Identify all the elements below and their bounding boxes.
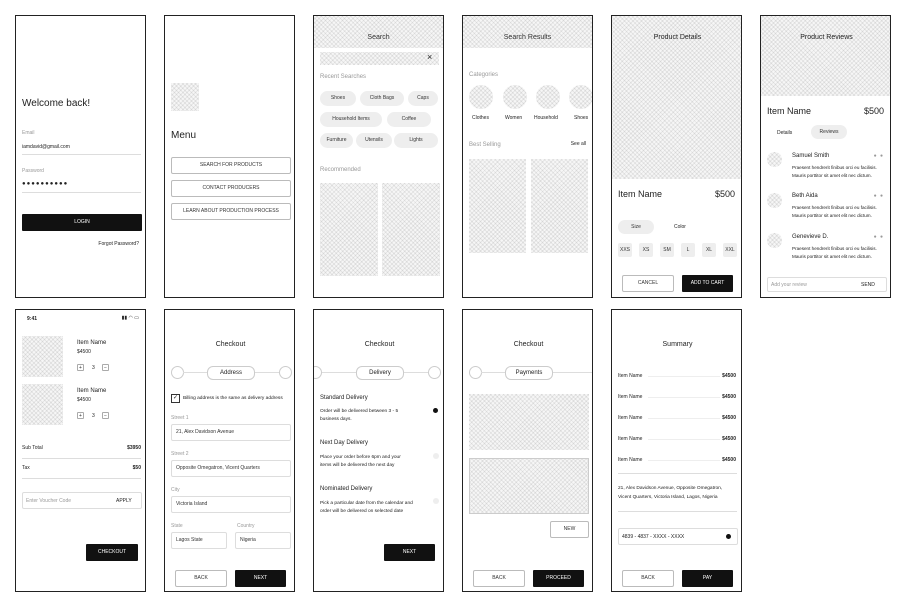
billing-label: Billing address is the same as delivery address bbox=[183, 396, 283, 401]
radio-selected[interactable] bbox=[726, 534, 731, 539]
tab-details[interactable]: Details bbox=[777, 130, 793, 136]
next-button[interactable]: NEXT bbox=[235, 570, 286, 587]
categories-label: Categories bbox=[469, 72, 499, 78]
proceed-button[interactable]: PROCEED bbox=[533, 570, 584, 587]
login-button[interactable]: LOGIN bbox=[22, 214, 142, 231]
search-screen bbox=[313, 15, 444, 298]
clear-icon[interactable]: × bbox=[427, 52, 433, 62]
review-text: Praesent hendrerit finibus orci eu facilisis. bbox=[792, 246, 877, 251]
delivery-option-title: Standard Delivery bbox=[320, 395, 368, 401]
checkout-title: Checkout bbox=[215, 341, 246, 348]
recommended-card[interactable] bbox=[320, 183, 378, 276]
rating-icon: ● ● bbox=[873, 153, 884, 159]
size-xl[interactable]: XL bbox=[702, 243, 716, 257]
subtotal-label: Sub Total bbox=[22, 445, 43, 451]
cart-item-name: Item Name bbox=[77, 388, 107, 394]
product-card[interactable] bbox=[469, 159, 526, 253]
radio-unselected[interactable] bbox=[433, 453, 439, 459]
increase-button[interactable]: − bbox=[102, 412, 109, 419]
add-to-cart-button[interactable]: ADD TO CART bbox=[682, 275, 733, 292]
payment-card[interactable] bbox=[469, 394, 589, 450]
cart-item-price: $4500 bbox=[77, 397, 91, 403]
size-l[interactable]: L bbox=[681, 243, 695, 257]
chip-utensils[interactable]: Utensils bbox=[356, 133, 392, 148]
forgot-password-link[interactable]: Forgot Password? bbox=[98, 241, 139, 247]
product-details-screen bbox=[611, 15, 742, 298]
cart-item-name: Item Name bbox=[77, 340, 107, 346]
street2-label: Street 2 bbox=[171, 451, 189, 457]
chip-shoes[interactable]: Shoes bbox=[320, 91, 356, 106]
menu-item-search[interactable]: SEARCH FOR PRODUCTS bbox=[171, 157, 291, 174]
category-label: Women bbox=[505, 115, 523, 121]
summary-item-price: $4500 bbox=[722, 394, 736, 400]
cart-screen bbox=[15, 309, 146, 592]
review-text: Praesent hendrerit finibus orci eu facilisis. bbox=[792, 165, 877, 170]
state-field[interactable]: Lagos State bbox=[171, 532, 227, 549]
step-dot bbox=[428, 366, 441, 379]
delivery-option-title: Next Day Delivery bbox=[320, 440, 369, 446]
quantity-value: 3 bbox=[92, 365, 95, 371]
see-all-link[interactable]: See all bbox=[570, 141, 586, 147]
results-header: Search Results bbox=[463, 16, 592, 48]
city-label: City bbox=[171, 487, 180, 493]
logo-image bbox=[171, 83, 199, 111]
reviewer-name: Beth Aida bbox=[792, 193, 818, 199]
email-field[interactable]: iamdavid@gmail.com bbox=[22, 144, 70, 150]
product-name: Item Name bbox=[767, 106, 812, 116]
login-title: Welcome back! bbox=[22, 98, 91, 109]
menu-item-contact[interactable]: CONTACT PRODUCERS bbox=[171, 180, 291, 197]
new-card-button[interactable]: NEW bbox=[550, 521, 589, 538]
chip-cloth-bags[interactable]: Cloth Bags bbox=[360, 91, 404, 106]
recent-searches-label: Recent Searches bbox=[320, 74, 367, 80]
reviewer-name: Genevieve D. bbox=[792, 234, 829, 240]
product-name: Item Name bbox=[618, 189, 663, 199]
review-text: Praesent hendrerit finibus orci eu facilisis. bbox=[792, 205, 877, 210]
category-shoes[interactable] bbox=[569, 85, 593, 109]
password-field[interactable]: ●●●●●●●●●● bbox=[22, 181, 69, 187]
category-label: Shoes bbox=[574, 115, 589, 121]
chip-furniture[interactable]: Furniture bbox=[320, 133, 353, 148]
summary-item-name: Item Name bbox=[618, 394, 643, 400]
decrease-button[interactable]: + bbox=[77, 364, 84, 371]
category-clothes[interactable] bbox=[469, 85, 493, 109]
street2-field[interactable]: Opposite Omegatron, Vicent Quarters bbox=[171, 460, 291, 477]
search-input[interactable] bbox=[320, 52, 439, 65]
best-selling-label: Best Selling bbox=[469, 142, 501, 148]
payment-card[interactable] bbox=[469, 458, 589, 514]
country-label: Country bbox=[237, 523, 255, 529]
radio-unselected[interactable] bbox=[433, 498, 439, 504]
review-input-placeholder: Add your review bbox=[771, 282, 807, 288]
summary-item-name: Item Name bbox=[618, 436, 643, 442]
summary-item-price: $4500 bbox=[722, 457, 736, 463]
street1-field[interactable]: 21, Alex Davidson Avenue bbox=[171, 424, 291, 441]
chip-coffee[interactable]: Coffee bbox=[387, 112, 431, 127]
summary-item-price: $4500 bbox=[722, 373, 736, 379]
review-text: Mauris porttitor sit amet elit nec dictum. bbox=[792, 254, 872, 259]
state-label: State bbox=[171, 523, 183, 529]
product-image bbox=[761, 16, 891, 96]
step-payments: Payments bbox=[505, 366, 553, 380]
card-number: 4839 - 4837 - XXXX - XXXX bbox=[622, 534, 685, 540]
street1-label: Street 1 bbox=[171, 415, 189, 421]
login-screen bbox=[15, 15, 146, 298]
city-field[interactable]: Victoria Island bbox=[171, 496, 291, 513]
search-results-screen bbox=[462, 15, 593, 298]
product-card[interactable] bbox=[531, 159, 588, 253]
billing-checkbox[interactable]: ✓ bbox=[172, 395, 179, 401]
summary-item-name: Item Name bbox=[618, 415, 643, 421]
search-header: Search bbox=[314, 16, 443, 48]
cart-item-image bbox=[22, 336, 63, 377]
summary-screen bbox=[611, 309, 742, 592]
checkout-title: Checkout bbox=[364, 341, 395, 348]
next-button[interactable]: NEXT bbox=[384, 544, 435, 561]
delivery-option-desc: Place your order before 6pm and your bbox=[320, 455, 401, 460]
product-price: $500 bbox=[714, 189, 735, 199]
chip-caps[interactable]: Caps bbox=[408, 91, 438, 106]
product-price: $500 bbox=[863, 106, 884, 116]
delivery-option-desc: order will be delivered on selected date bbox=[320, 509, 404, 514]
chip-household-items[interactable]: Household Items bbox=[320, 112, 382, 127]
delivery-option-desc: Order will be delivered between 3 - 5 bbox=[320, 409, 399, 414]
status-time: 9:41 bbox=[27, 316, 38, 322]
password-label: Password bbox=[22, 168, 44, 174]
checkout-title: Checkout bbox=[513, 341, 544, 348]
increase-button[interactable]: − bbox=[102, 364, 109, 371]
delivery-option-title: Nominated Delivery bbox=[320, 486, 373, 492]
category-women[interactable] bbox=[503, 85, 527, 109]
delivery-option-desc: Pick a particular date from the calendar and bbox=[320, 501, 413, 506]
back-button[interactable]: BACK bbox=[175, 570, 227, 587]
back-button[interactable]: BACK bbox=[473, 570, 525, 587]
size-xxl[interactable]: XXL bbox=[723, 243, 737, 257]
checkout-delivery-screen bbox=[313, 309, 444, 592]
summary-item-price: $4500 bbox=[722, 415, 736, 421]
chip-lights[interactable]: Lights bbox=[394, 133, 438, 148]
delivery-option-desc: items will be delivered the next day bbox=[320, 463, 395, 468]
cart-item-price: $4500 bbox=[77, 349, 91, 355]
decrease-button[interactable]: + bbox=[77, 412, 84, 419]
rating-icon: ● ● bbox=[873, 193, 884, 199]
radio-selected[interactable] bbox=[433, 408, 438, 413]
summary-title: Summary bbox=[662, 341, 693, 348]
avatar bbox=[767, 152, 782, 167]
rating-icon: ● ● bbox=[873, 234, 884, 240]
checkout-payments-screen bbox=[462, 309, 593, 592]
step-dot bbox=[313, 366, 322, 379]
summary-item-name: Item Name bbox=[618, 457, 643, 463]
tax-value: $50 bbox=[132, 465, 141, 471]
step-dot bbox=[279, 366, 292, 379]
status-icons: ▮▮ ◠ ▭ bbox=[121, 315, 139, 321]
step-address: Address bbox=[207, 366, 255, 380]
reviews-header: Product Reviews bbox=[800, 34, 853, 41]
country-field[interactable]: Nigeria bbox=[235, 532, 291, 549]
cancel-button[interactable]: CANCEL bbox=[622, 275, 674, 292]
send-button[interactable]: SEND bbox=[861, 282, 875, 288]
apply-button[interactable]: APPLY bbox=[116, 498, 132, 504]
delivery-option-desc: business days. bbox=[320, 417, 352, 422]
email-label: Email bbox=[22, 130, 35, 136]
category-label: Household bbox=[534, 115, 558, 121]
size-xs[interactable]: XS bbox=[639, 243, 653, 257]
step-delivery: Delivery bbox=[356, 366, 404, 380]
category-label: Clothes bbox=[472, 115, 489, 121]
details-header: Product Details bbox=[653, 34, 702, 41]
tax-label: Tax bbox=[22, 465, 30, 471]
menu-screen bbox=[164, 15, 295, 298]
shipping-address: 21, Alex Davidson Avenue, Opposite Omegatron, bbox=[618, 486, 723, 491]
recommended-label: Recommended bbox=[320, 167, 361, 173]
tab-reviews[interactable]: Reviews bbox=[811, 125, 847, 139]
recommended-card[interactable] bbox=[382, 183, 440, 276]
avatar bbox=[767, 233, 782, 248]
checkout-button[interactable]: CHECKOUT bbox=[86, 544, 138, 561]
pay-button[interactable]: PAY bbox=[682, 570, 733, 587]
menu-title: Menu bbox=[171, 130, 197, 141]
size-xxs[interactable]: XXS bbox=[618, 243, 632, 257]
shipping-address: Vicent Quarters, Victoria Island, Lagos, Nigeria bbox=[618, 495, 718, 500]
checkout-address-screen bbox=[164, 309, 295, 592]
category-household[interactable] bbox=[536, 85, 560, 109]
summary-item-name: Item Name bbox=[618, 373, 643, 379]
review-text: Mauris porttitor sit amet elit nec dictum. bbox=[792, 213, 872, 218]
cart-item-image bbox=[22, 384, 63, 425]
subtotal-value: $3950 bbox=[127, 445, 141, 451]
product-reviews-screen bbox=[760, 15, 891, 298]
summary-item-price: $4500 bbox=[722, 436, 736, 442]
size-sm[interactable]: SM bbox=[660, 243, 674, 257]
menu-item-learn[interactable]: LEARN ABOUT PRODUCTION PROCESS bbox=[171, 203, 291, 220]
quantity-value: 3 bbox=[92, 413, 95, 419]
tab-size[interactable]: Size bbox=[618, 220, 654, 234]
voucher-placeholder: Enter Voucher Code bbox=[26, 498, 72, 504]
avatar bbox=[767, 193, 782, 208]
back-button[interactable]: BACK bbox=[622, 570, 674, 587]
tab-color[interactable]: Color bbox=[674, 224, 686, 230]
reviewer-name: Samuel Smith bbox=[792, 153, 830, 159]
review-text: Mauris porttitor sit amet elit nec dictum. bbox=[792, 173, 872, 178]
